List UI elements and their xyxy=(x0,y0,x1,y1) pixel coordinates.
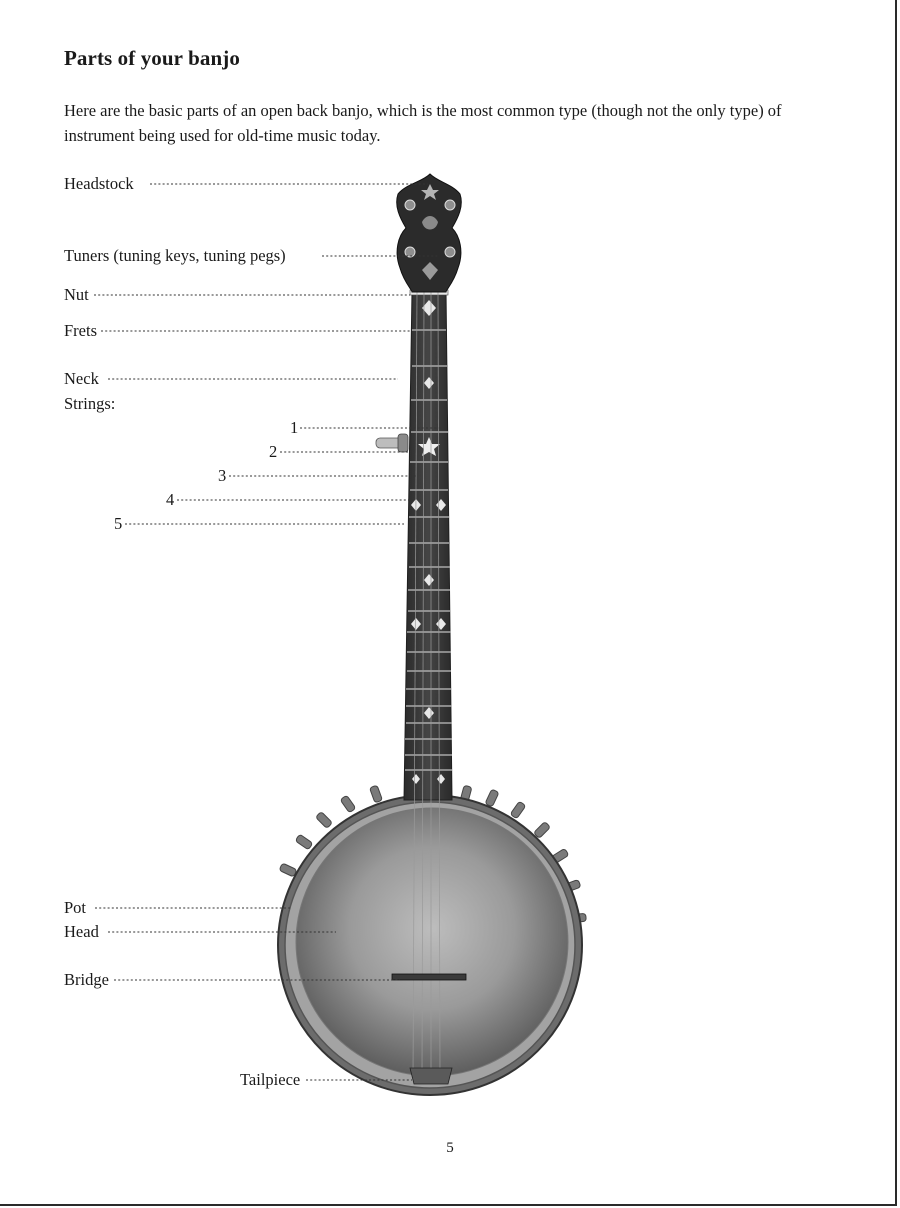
bridge-graphic xyxy=(392,974,466,980)
label-tuners: Tuners (tuning keys, tuning pegs) xyxy=(64,246,286,265)
label-string-5: 5 xyxy=(114,514,123,533)
label-strings: Strings: xyxy=(64,394,116,413)
intro-paragraph: Here are the basic parts of an open back banjo, which is the most common type (though not the only type) of instrument being used for old-time music today. xyxy=(64,101,782,145)
label-headstock: Headstock xyxy=(64,174,134,193)
tailpiece-graphic xyxy=(410,1068,452,1084)
label-tailpiece: Tailpiece xyxy=(240,1070,301,1089)
banjo-headstock xyxy=(397,174,462,292)
part-labels xyxy=(64,174,300,1089)
banjo-pot xyxy=(278,785,586,1095)
label-nut: Nut xyxy=(64,285,89,304)
page-title: Parts of your banjo xyxy=(64,46,240,70)
page-number: 5 xyxy=(446,1140,454,1156)
label-neck: Neck xyxy=(64,369,99,388)
label-pot: Pot xyxy=(64,898,87,917)
label-string-4: 4 xyxy=(166,490,175,509)
label-bridge: Bridge xyxy=(64,970,109,989)
label-frets: Frets xyxy=(64,321,97,340)
label-string-3: 3 xyxy=(218,466,227,485)
label-string-2: 2 xyxy=(269,442,278,461)
label-head: Head xyxy=(64,922,99,941)
label-string-1: 1 xyxy=(290,418,299,437)
